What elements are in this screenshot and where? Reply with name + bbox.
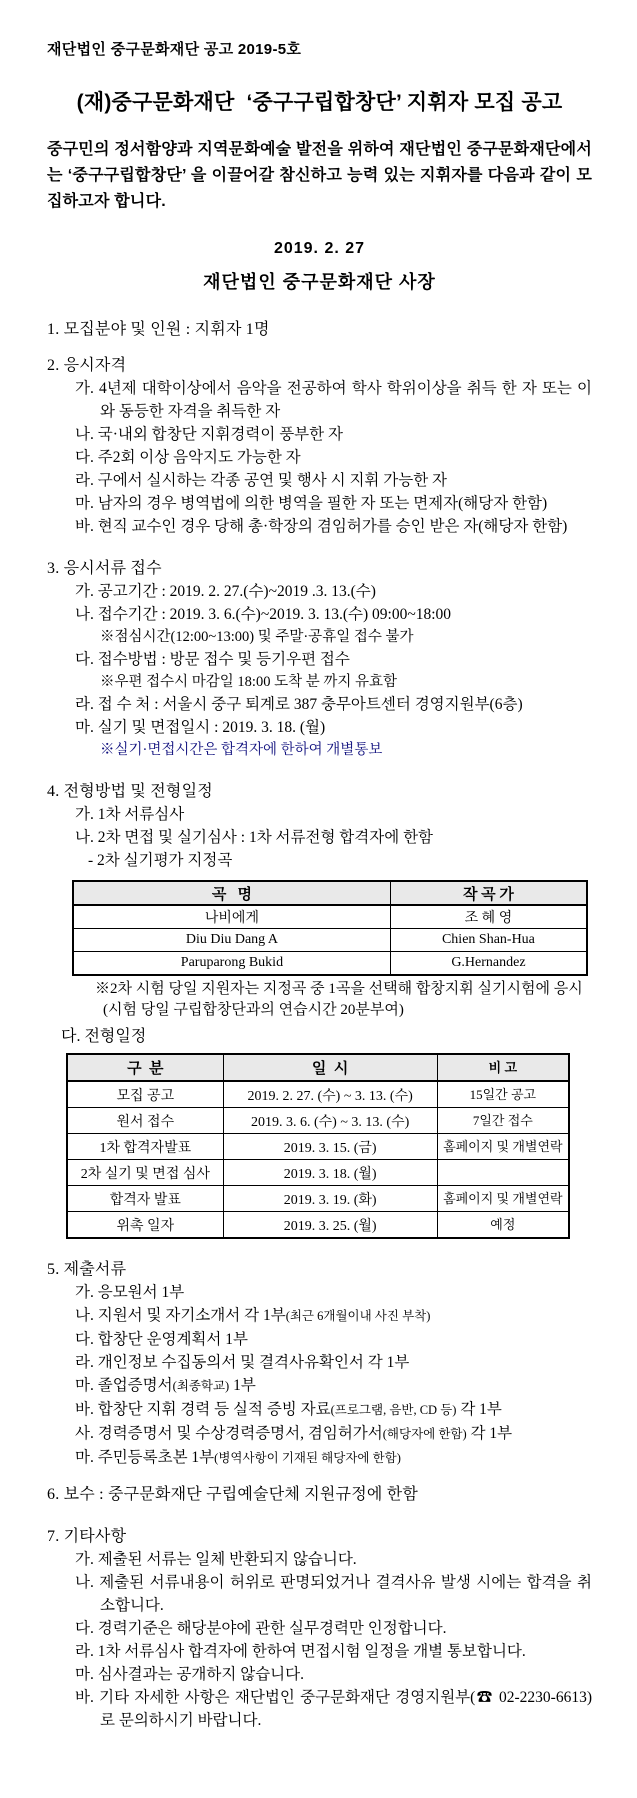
table-cell: 2019. 3. 19. (화) [223, 1186, 437, 1212]
list-item: 다. 주2회 이상 음악지도 가능한 자 [75, 449, 301, 466]
section-2-heading: 2. 응시자격 [47, 357, 127, 374]
section-7-items [47, 1548, 592, 1732]
section-6-heading: 6. 보수 : 중구문화재단 구립예술단체 지원규정에 한함 [47, 1486, 419, 1503]
section-5-heading: 5. 제출서류 [47, 1261, 127, 1278]
list-item: - 2차 실기평가 지정곡 [88, 852, 233, 869]
section-7-heading: 7. 기타사항 [47, 1528, 127, 1545]
text-run: 각 1부 [466, 1425, 513, 1442]
column-header: 비 고 [437, 1054, 569, 1081]
schedule-table [66, 1053, 570, 1239]
section-3-items [47, 580, 592, 761]
table-row [67, 1081, 569, 1108]
list-item: 바. 현직 교수인 경우 당해 총·학장의 겸임허가를 승인 받은 자(해당자 한함) [75, 518, 568, 535]
list-item: 다. 합창단 운영계획서 1부 [75, 1331, 248, 1348]
list-item: 나. 2차 면접 및 실기심사 : 1차 서류전형 합격자에 한함 [75, 829, 434, 846]
list-item: ※실기·면접시간은 합격자에 한하여 개별통보 [100, 742, 383, 758]
column-header: 작 곡 가 [390, 881, 587, 905]
list-item: 가. 응모원서 1부 [75, 1284, 185, 1301]
table-row [67, 1134, 569, 1160]
page-title: (재)중구문화재단 ‘중구구립합창단’ 지휘자 모집 공고 [76, 91, 563, 114]
list-item: 가. 공고기간 : 2019. 2. 27.(수)~2019 .3. 13.(수) [75, 583, 376, 600]
list-item: 가. 1차 서류심사 [75, 806, 185, 823]
text-run: (최종학교) [172, 1379, 230, 1393]
table-cell: 15일간 공고 [437, 1081, 569, 1108]
table-cell: 2019. 3. 6. (수) ~ 3. 13. (수) [223, 1108, 437, 1134]
signer-line: 재단법인 중구문화재단 사장 [203, 272, 436, 292]
column-header: 일 시 [223, 1054, 437, 1081]
table-cell: 2019. 2. 27. (수) ~ 3. 13. (수) [223, 1081, 437, 1108]
list-item [47, 1398, 592, 1422]
note-line: (시험 당일 구립합창단과의 연습시간 20분부여) [103, 1002, 404, 1018]
list-item: 라. 1차 서류심사 합격자에 한하여 면접시험 일정을 개별 통보합니다. [75, 1643, 526, 1660]
list-item: 가. 제출된 서류는 일체 반환되지 않습니다. [75, 1551, 357, 1568]
table-header-row [73, 881, 587, 905]
text-run: (병역사항이 기재된 해당자에 한함) [214, 1451, 401, 1465]
table-cell: 조 혜 영 [390, 905, 587, 929]
column-header: 곡 명 [73, 881, 390, 905]
section-5-items [47, 1281, 592, 1470]
text-run: (해당자에 한함) [382, 1427, 467, 1441]
list-item: 바. 기타 자세한 사항은 재단법인 중구문화재단 경영지원부(☎ 02-2230-6613)로 문의하시기 바랍니다. [75, 1689, 592, 1729]
list-item: 나. 접수기간 : 2019. 3. 6.(수)~2019. 3. 13.(수) 09:00~18:00 [75, 606, 452, 623]
table-cell: 모집 공고 [67, 1081, 223, 1108]
section-1-heading: 1. 모집분야 및 인원 : 지휘자 1명 [47, 321, 270, 338]
table-cell: 1차 합격자발표 [67, 1134, 223, 1160]
text-run: (프로그램, 음반, CD 등) [330, 1403, 457, 1417]
table-row [73, 905, 587, 929]
list-item: 라. 개인정보 수집동의서 및 결격사유확인서 각 1부 [75, 1354, 410, 1371]
table-cell: 원서 접수 [67, 1108, 223, 1134]
table-cell: 홈페이지 및 개별연락 [437, 1186, 569, 1212]
table-cell: 7일간 접수 [437, 1108, 569, 1134]
list-item: 마. 남자의 경우 병역법에 의한 병역을 필한 자 또는 면제자(해당자 한함) [75, 495, 548, 512]
song-table-notes [47, 979, 592, 1020]
text-run: 마. 주민등록초본 1부 [75, 1449, 215, 1466]
table-cell: 2019. 3. 25. (월) [223, 1212, 437, 1239]
section-3-heading: 3. 응시서류 접수 [47, 560, 162, 577]
table-cell: 2019. 3. 18. (월) [223, 1160, 437, 1186]
section-2-items [47, 377, 592, 538]
table-row [67, 1160, 569, 1186]
list-item: 나. 국·내외 합창단 지휘경력이 풍부한 자 [75, 426, 343, 443]
list-item: 다. 경력기준은 해당분야에 관한 실무경력만 인정합니다. [75, 1620, 447, 1637]
note-line: ※2차 시험 당일 지원자는 지정곡 중 1곡을 선택해 합창지휘 실기시험에 응시 [95, 981, 583, 997]
table-cell: 2차 실기 및 면접 심사 [67, 1160, 223, 1186]
table-cell: 홈페이지 및 개별연락 [437, 1134, 569, 1160]
section-4-heading: 4. 전형방법 및 전형일정 [47, 783, 213, 800]
list-item [47, 1374, 592, 1398]
table-row [73, 929, 587, 952]
table-cell [437, 1160, 569, 1186]
text-run: 1부 [229, 1377, 256, 1394]
section-4-items [47, 803, 592, 872]
song-table [72, 880, 588, 976]
list-item: ※점심시간(12:00~13:00) 및 주말·공휴일 접수 불가 [100, 629, 414, 645]
text-run: 마. 졸업증명서 [75, 1377, 173, 1394]
table-cell: 2019. 3. 15. (금) [223, 1134, 437, 1160]
table-cell: 합격자 발표 [67, 1186, 223, 1212]
list-item [47, 1304, 592, 1328]
table-cell: Paruparong Bukid [73, 952, 390, 976]
list-item [47, 1446, 592, 1470]
list-item: 나. 제출된 서류내용이 허위로 판명되었거나 결격사유 발생 시에는 합격을 취소합니다. [75, 1574, 592, 1614]
text-run: (최근 6개월이내 사진 부착) [285, 1309, 431, 1323]
text-run: 바. 합창단 지휘 경력 등 실적 증빙 자료 [75, 1401, 331, 1418]
table-cell: 나비에게 [73, 905, 390, 929]
doc-number: 재단법인 중구문화재단 공고 2019-5호 [47, 41, 302, 58]
list-item: 마. 심사결과는 공개하지 않습니다. [75, 1666, 304, 1683]
list-item: 다. 접수방법 : 방문 접수 및 등기우편 접수 [75, 651, 350, 668]
table-row [67, 1108, 569, 1134]
table-cell: 위촉 일자 [67, 1212, 223, 1239]
column-header: 구 분 [67, 1054, 223, 1081]
table-row [67, 1186, 569, 1212]
list-item: 마. 실기 및 면접일시 : 2019. 3. 18. (월) [75, 719, 326, 736]
intro-paragraph: 중구민의 정서함양과 지역문화예술 발전을 위하여 재단법인 중구문화재단에서는 ‘중구구립합창단’ 을 이끌어갈 참신하고 능력 있는 지휘자를 다음과 같이 모집하고자 합니다. [47, 141, 592, 210]
list-item: ※우편 접수시 마감일 18:00 도착 분 까지 유효함 [100, 674, 398, 690]
list-item: 가. 4년제 대학이상에서 음악을 전공하여 학사 학위이상을 취득 한 자 또는 이와 동등한 자격을 취득한 자 [75, 380, 592, 420]
table-cell: Chien Shan-Hua [390, 929, 587, 952]
text-run: 사. 경력증명서 및 수상경력증명서, 겸임허가서 [75, 1425, 383, 1442]
schedule-label: 다. 전형일정 [61, 1028, 147, 1045]
table-row [67, 1212, 569, 1239]
list-item: 라. 구에서 실시하는 각종 공연 및 행사 시 지휘 가능한 자 [75, 472, 448, 489]
table-cell: G.Hernandez [390, 952, 587, 976]
announcement-date: 2019. 2. 27 [273, 240, 366, 257]
table-row [73, 952, 587, 976]
list-item [47, 1422, 592, 1446]
table-cell: Diu Diu Dang A [73, 929, 390, 952]
list-item: 라. 접 수 처 : 서울시 중구 퇴계로 387 충무아트센터 경영지원부(6층) [75, 696, 523, 713]
table-header-row [67, 1054, 569, 1081]
text-run: 각 1부 [456, 1401, 502, 1418]
table-cell: 예정 [437, 1212, 569, 1239]
text-run: 나. 지원서 및 자기소개서 각 1부 [75, 1307, 286, 1324]
